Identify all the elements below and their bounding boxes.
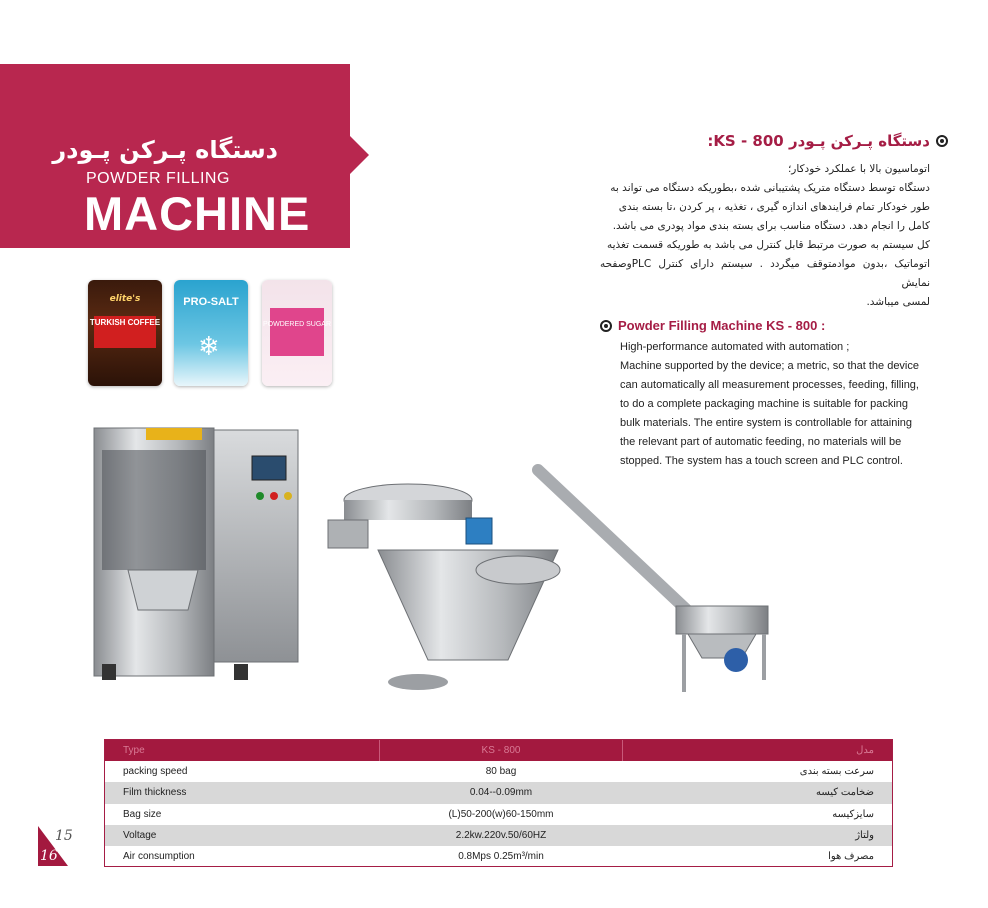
fa-line: کامل را انجام دهد. دستگاه مناسب برای بسته بندی مواد پودری می باشد.: [612, 220, 930, 232]
table-cell: ولتاژ: [855, 829, 874, 841]
fa-line: اتوماسیون بالا با عملکرد خودکار؛: [787, 163, 930, 175]
banner-title: MACHINE: [84, 187, 311, 240]
en-heading-text: Powder Filling Machine KS - 800 :: [618, 318, 826, 333]
table-cell: (L)50-200(w)60-150mm: [448, 808, 554, 820]
table-cell: مصرف هوا: [828, 851, 874, 863]
table-cell: Air consumption: [123, 851, 195, 863]
banner-title-fa: دستگاه پـرکن پـودر: [52, 136, 278, 164]
coffee-brand: elite's: [109, 294, 141, 304]
sugar-package-image: [262, 280, 332, 386]
salt-package-image: [174, 280, 248, 386]
table-cell: packing speed: [123, 766, 188, 778]
spec-table: [104, 739, 893, 867]
table-cell: 0.04--0.09mm: [469, 787, 533, 799]
header-type-fa: مدل: [856, 745, 874, 757]
table-row: [105, 782, 892, 803]
table-cell: سرعت بسته بندی: [799, 766, 874, 778]
title-banner: [0, 64, 350, 248]
table-cell: Film thickness: [123, 787, 187, 799]
sugar-band: [270, 308, 324, 356]
en-heading: [600, 318, 825, 333]
fa-line: کل سیستم به صورت مرتبط قابل کنترل می باشد به طوریکه قسمت تغذیه: [606, 239, 930, 251]
banner-arrow: [350, 136, 369, 174]
machine-illustration: [88, 420, 788, 700]
coffee-label: TURKISH COFFEE: [89, 318, 161, 327]
coffee-package-image: [88, 280, 162, 386]
banner-subtitle: POWDER FILLING: [86, 170, 230, 187]
table-cell: 0.8Mps 0.25m³/min: [458, 851, 544, 863]
table-header: [105, 740, 892, 761]
en-line: can automatically all measurement processes, feeding, filling,: [620, 379, 919, 391]
en-line: High-performance automated with automation ;: [620, 341, 850, 353]
fa-heading: [707, 132, 948, 150]
fa-heading-text: دستگاه پـرکن پـودر 800 - KS:: [707, 132, 930, 150]
salt-label: PRO-SALT: [183, 296, 239, 308]
fa-line: اتوماتیک ،بدون موادمتوقف میگردد . سیستم دارای کنترل PLCوصفحه نمایش: [600, 258, 930, 289]
table-cell: Bag size: [123, 808, 162, 820]
page-number-top: 15: [55, 828, 73, 844]
table-row: [105, 804, 892, 825]
target-icon: [600, 320, 612, 332]
screw-conveyor: [538, 470, 768, 692]
header-type: Type: [105, 740, 380, 761]
en-line: stopped. The system has a touch screen and PLC control.: [620, 455, 903, 467]
table-cell: 2.2kw.220v.50/60HZ: [455, 829, 547, 841]
table-cell: ضخامت کیسه: [815, 787, 874, 799]
en-line: to do a complete packaging machine is suitable for packing: [620, 398, 909, 410]
table-cell: Voltage: [123, 829, 157, 841]
table-cell: سایزکیسه: [832, 808, 874, 820]
fa-line: دستگاه توسط دستگاه متریک پشتیبانی شده ،بطوریکه دستگاه می تواند به: [610, 182, 930, 194]
page-number-bottom: 16: [40, 848, 58, 864]
fa-line: لمسی میباشد.: [866, 296, 930, 308]
snowflake-icon: ❄: [198, 332, 220, 362]
header-model: KS - 800: [380, 740, 623, 761]
en-line: bulk materials. The entire system is controllable for attaining: [620, 417, 913, 429]
sugar-label: POWDERED SUGAR: [262, 321, 332, 328]
target-icon: [936, 135, 948, 147]
table-row: [105, 825, 892, 846]
table-row: [105, 846, 892, 867]
en-line: the relevant part of automatic feeding, no materials will be: [620, 436, 902, 448]
table-cell: 80 bag: [485, 766, 517, 778]
en-line: Machine supported by the device; a metric, so that the device: [620, 360, 919, 372]
fa-description: [600, 160, 930, 312]
auger-filler-machine: [328, 484, 560, 690]
vertical-packing-machine: [94, 428, 298, 680]
table-row: [105, 761, 892, 782]
fa-line: طور خودکار تمام فرایندهای اندازه گیری ، تغذیه ، پر کردن ،تا بسته بندی: [618, 201, 930, 213]
